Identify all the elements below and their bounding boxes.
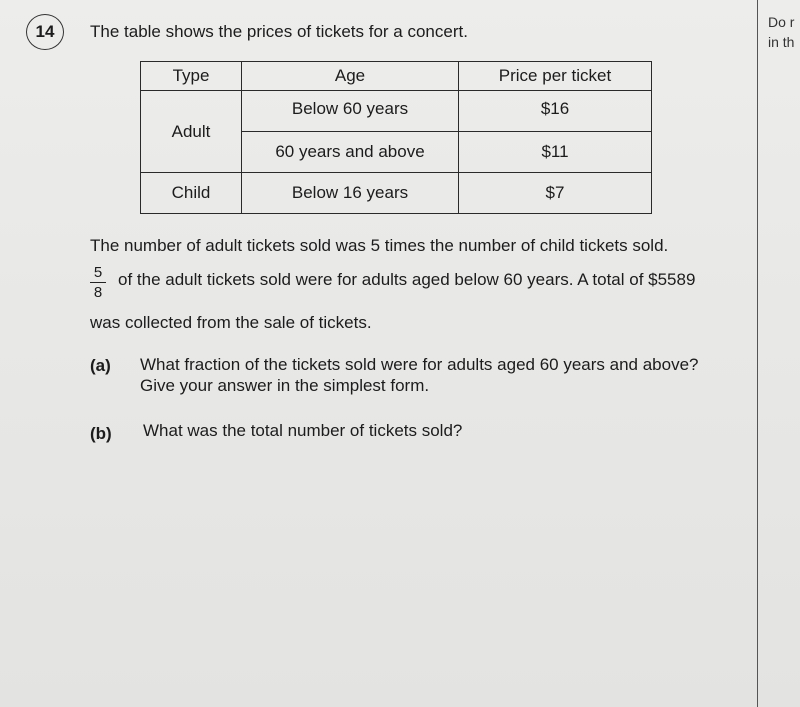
question-number: 14 xyxy=(26,14,64,50)
body-line-2: of the adult tickets sold were for adults aged below 60 years. A total of $5589 xyxy=(118,270,696,289)
fraction-five-eighths xyxy=(90,264,106,301)
fraction-bar xyxy=(90,282,106,283)
age-cell: Below 16 years xyxy=(242,173,459,214)
table-row xyxy=(141,91,652,132)
margin-note-line2: in th xyxy=(768,34,795,50)
table-row xyxy=(141,173,652,214)
margin-note-line1: Do r xyxy=(768,14,795,30)
price-cell: $7 xyxy=(459,173,652,214)
header-type: Type xyxy=(141,62,242,91)
part-b-question: What was the total number of tickets sold? xyxy=(143,421,463,440)
ticket-price-table xyxy=(140,61,652,214)
question-intro: The table shows the prices of tickets for a concert. xyxy=(90,22,468,41)
margin-rule xyxy=(757,0,758,707)
part-a-line-2: Give your answer in the simplest form. xyxy=(140,376,430,395)
margin-note xyxy=(768,12,794,52)
age-cell: 60 years and above xyxy=(242,132,459,173)
body-line-3: was collected from the sale of tickets. xyxy=(90,313,372,332)
body-line-1: The number of adult tickets sold was 5 times the number of child tickets sold. xyxy=(90,236,669,255)
price-cell: $16 xyxy=(459,91,652,132)
price-cell: $11 xyxy=(459,132,652,173)
age-cell: Below 60 years xyxy=(242,91,459,132)
header-price: Price per ticket xyxy=(459,62,652,91)
part-a-label: (a) xyxy=(90,356,111,375)
part-a-line-1: What fraction of the tickets sold were for adults aged 60 years and above? xyxy=(140,355,699,374)
part-a-question xyxy=(140,354,699,396)
fraction-denominator: 8 xyxy=(93,284,103,301)
fraction-numerator: 5 xyxy=(93,264,103,281)
table-header-row xyxy=(141,62,652,91)
type-child: Child xyxy=(141,173,242,214)
type-adult: Adult xyxy=(141,91,242,173)
part-b-label: (b) xyxy=(90,424,112,443)
header-age: Age xyxy=(242,62,459,91)
